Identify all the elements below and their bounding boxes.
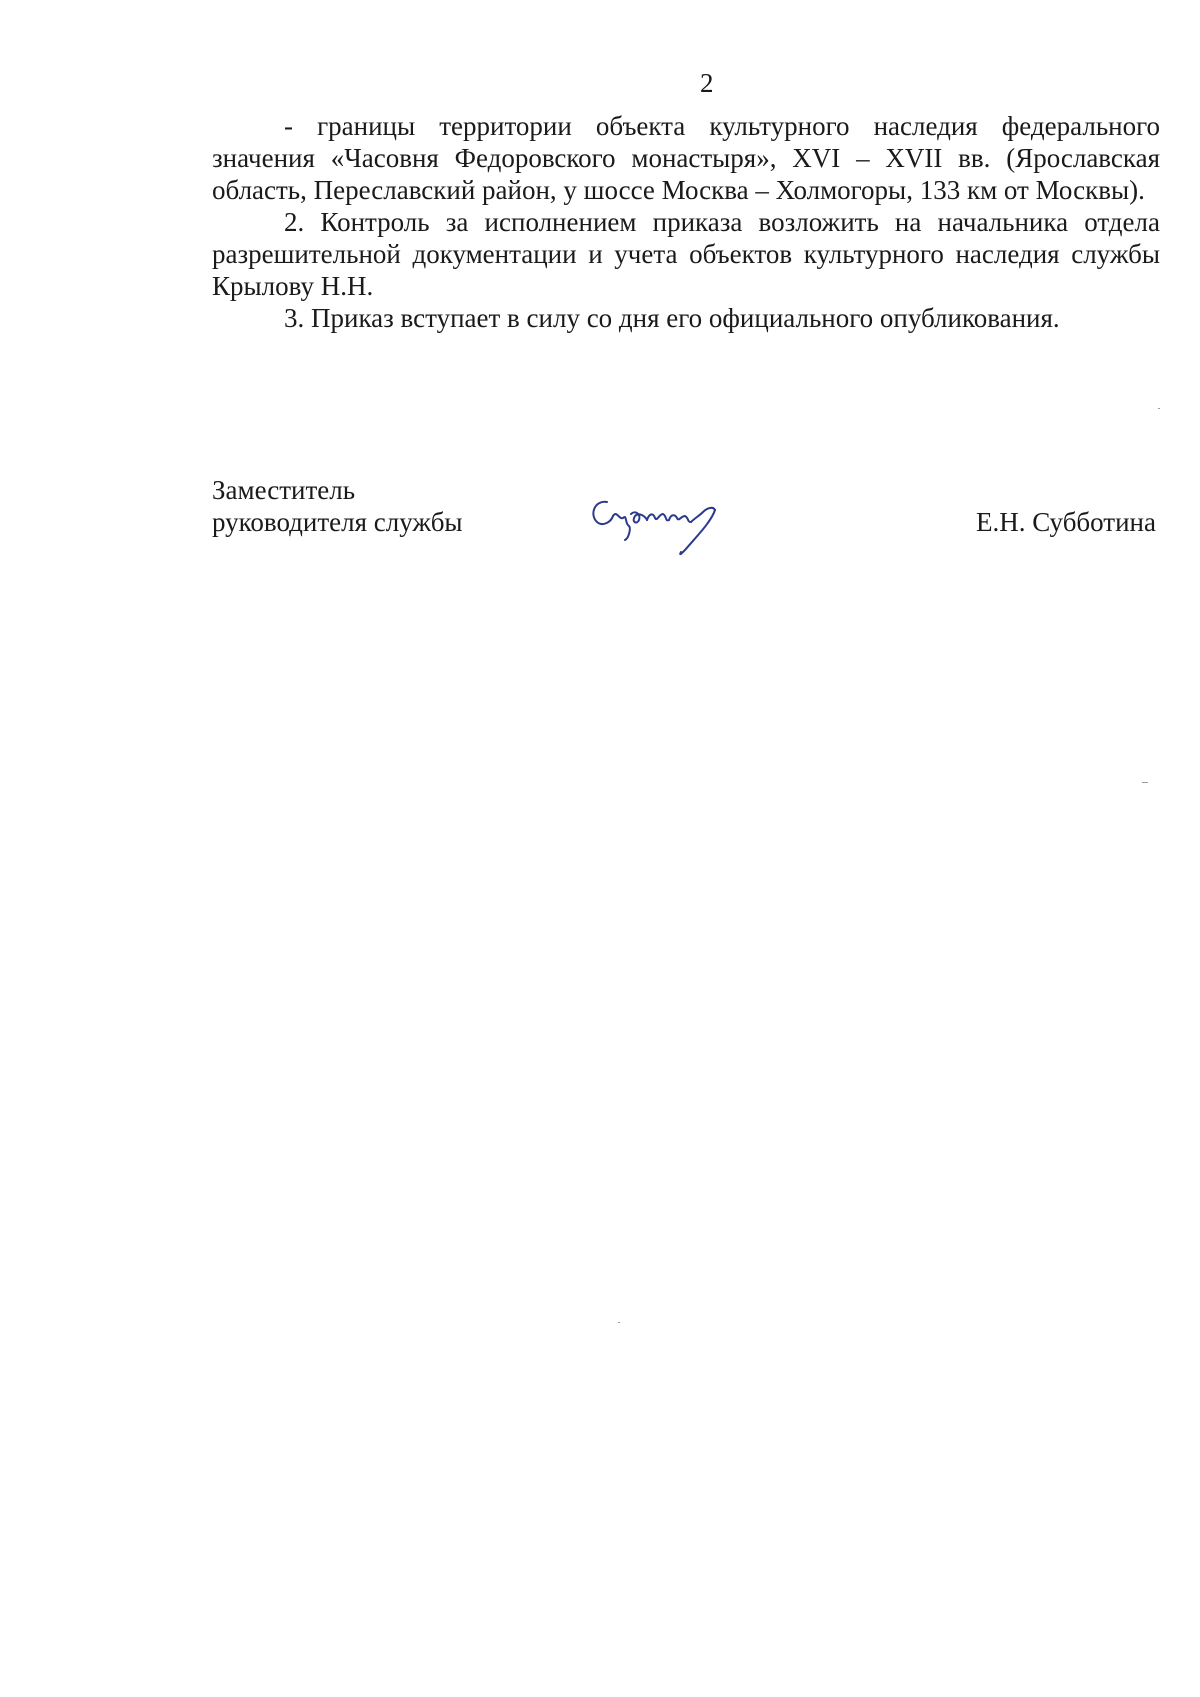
paragraph-boundaries: - границы территории объекта культурного наследия федерального значения «Часовня Федоровского монастыря», XVI – XVII вв. (Ярославская область, Переславский район, у шоссе Москва – Холмогоры, 133 км от Москвы).: [212, 111, 1160, 205]
paragraph-effective: 3. Приказ вступает в силу со дня его официального опубликования.: [284, 303, 1060, 333]
paragraph-control: 2. Контроль за исполнением приказа возложить на начальника отдела разрешительной документации и учета объектов культурного наследия службы Крылову Н.Н.: [212, 207, 1160, 301]
scan-speck: [1142, 782, 1148, 783]
handwritten-signature: [585, 492, 735, 562]
signatory-position-line1: Заместитель: [212, 475, 356, 505]
signatory-position: [212, 474, 463, 538]
signatory-position-line2: руководителя службы: [212, 507, 463, 537]
signatory-name: Е.Н. Субботина: [975, 507, 1156, 537]
document-body: [212, 110, 1160, 334]
scan-speck: [618, 1322, 620, 1323]
page-number: 2: [700, 68, 714, 98]
scan-speck: [1158, 408, 1160, 409]
